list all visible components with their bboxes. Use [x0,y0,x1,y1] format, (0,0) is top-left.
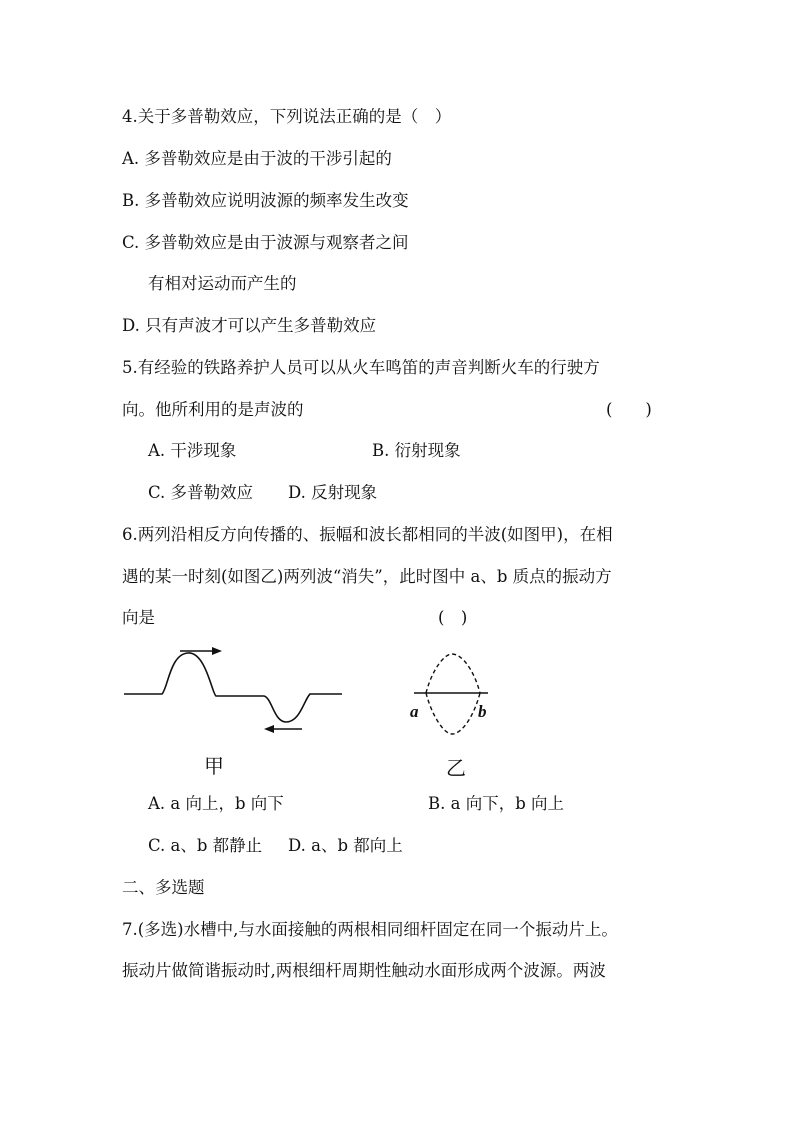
q5-option-b: B. 衍射现象 [372,441,461,460]
q5-answer-paren: ( ) [606,400,652,419]
q5-option-d: D. 反射现象 [288,483,378,502]
q6-stem-line1: 6.两列沿相反方向传播的、振幅和波长都相同的半波(如图甲)，在相 [122,525,613,544]
q6-option-b: B. a 向下，b 向上 [428,794,565,813]
q6-option-d: D. a、b 都向上 [288,836,403,855]
q6-stem-line2: 遇的某一时刻(如图乙)两列波“消失”，此时图中 a、b 质点的振动方 [122,567,612,586]
q4-option-b: B. 多普勒效应说明波源的频率发生改变 [122,191,409,210]
q4-option-d: D. 只有声波才可以产生多普勒效应 [122,316,377,335]
figure-jia-wave [120,640,360,740]
q6-option-c: C. a、b 都静止 [148,836,263,855]
figure-yi-label: 乙 [446,756,466,780]
figure-jia-label: 甲 [204,754,224,778]
q5-option-a: A. 干涉现象 [148,441,237,460]
q5-option-c: C. 多普勒效应 [148,483,254,502]
figure-yi-wave [410,648,500,758]
point-a-label: a [410,702,419,721]
q6-stem-line3: 向是 [122,608,155,627]
point-b-label: b [478,702,487,721]
q7-stem-line1: 7.(多选)水槽中,与水面接触的两根相同细杆固定在同一个振动片上。 [122,920,618,939]
q5-stem-line1: 5.有经验的铁路养护人员可以从火车鸣笛的声音判断火车的行驶方 [122,358,600,377]
q4-option-c: C. 多普勒效应是由于波源与观察者之间 [122,233,409,252]
q6-option-a: A. a 向上，b 向下 [148,794,284,813]
q4-option-c-cont: 有相对运动而产生的 [148,274,297,293]
section-multi-choice-heading: 二、多选题 [122,878,205,897]
q4-stem: 4.关于多普勒效应，下列说法正确的是（ ） [122,107,452,126]
q5-stem-line2: 向。他所利用的是声波的 [122,400,304,419]
q4-option-a: A. 多普勒效应是由于波的干涉引起的 [122,149,392,168]
q6-answer-paren: ( ) [438,608,468,627]
q7-stem-line2: 振动片做简谐振动时,两根细杆周期性触动水面形成两个波源。两波 [122,961,606,980]
